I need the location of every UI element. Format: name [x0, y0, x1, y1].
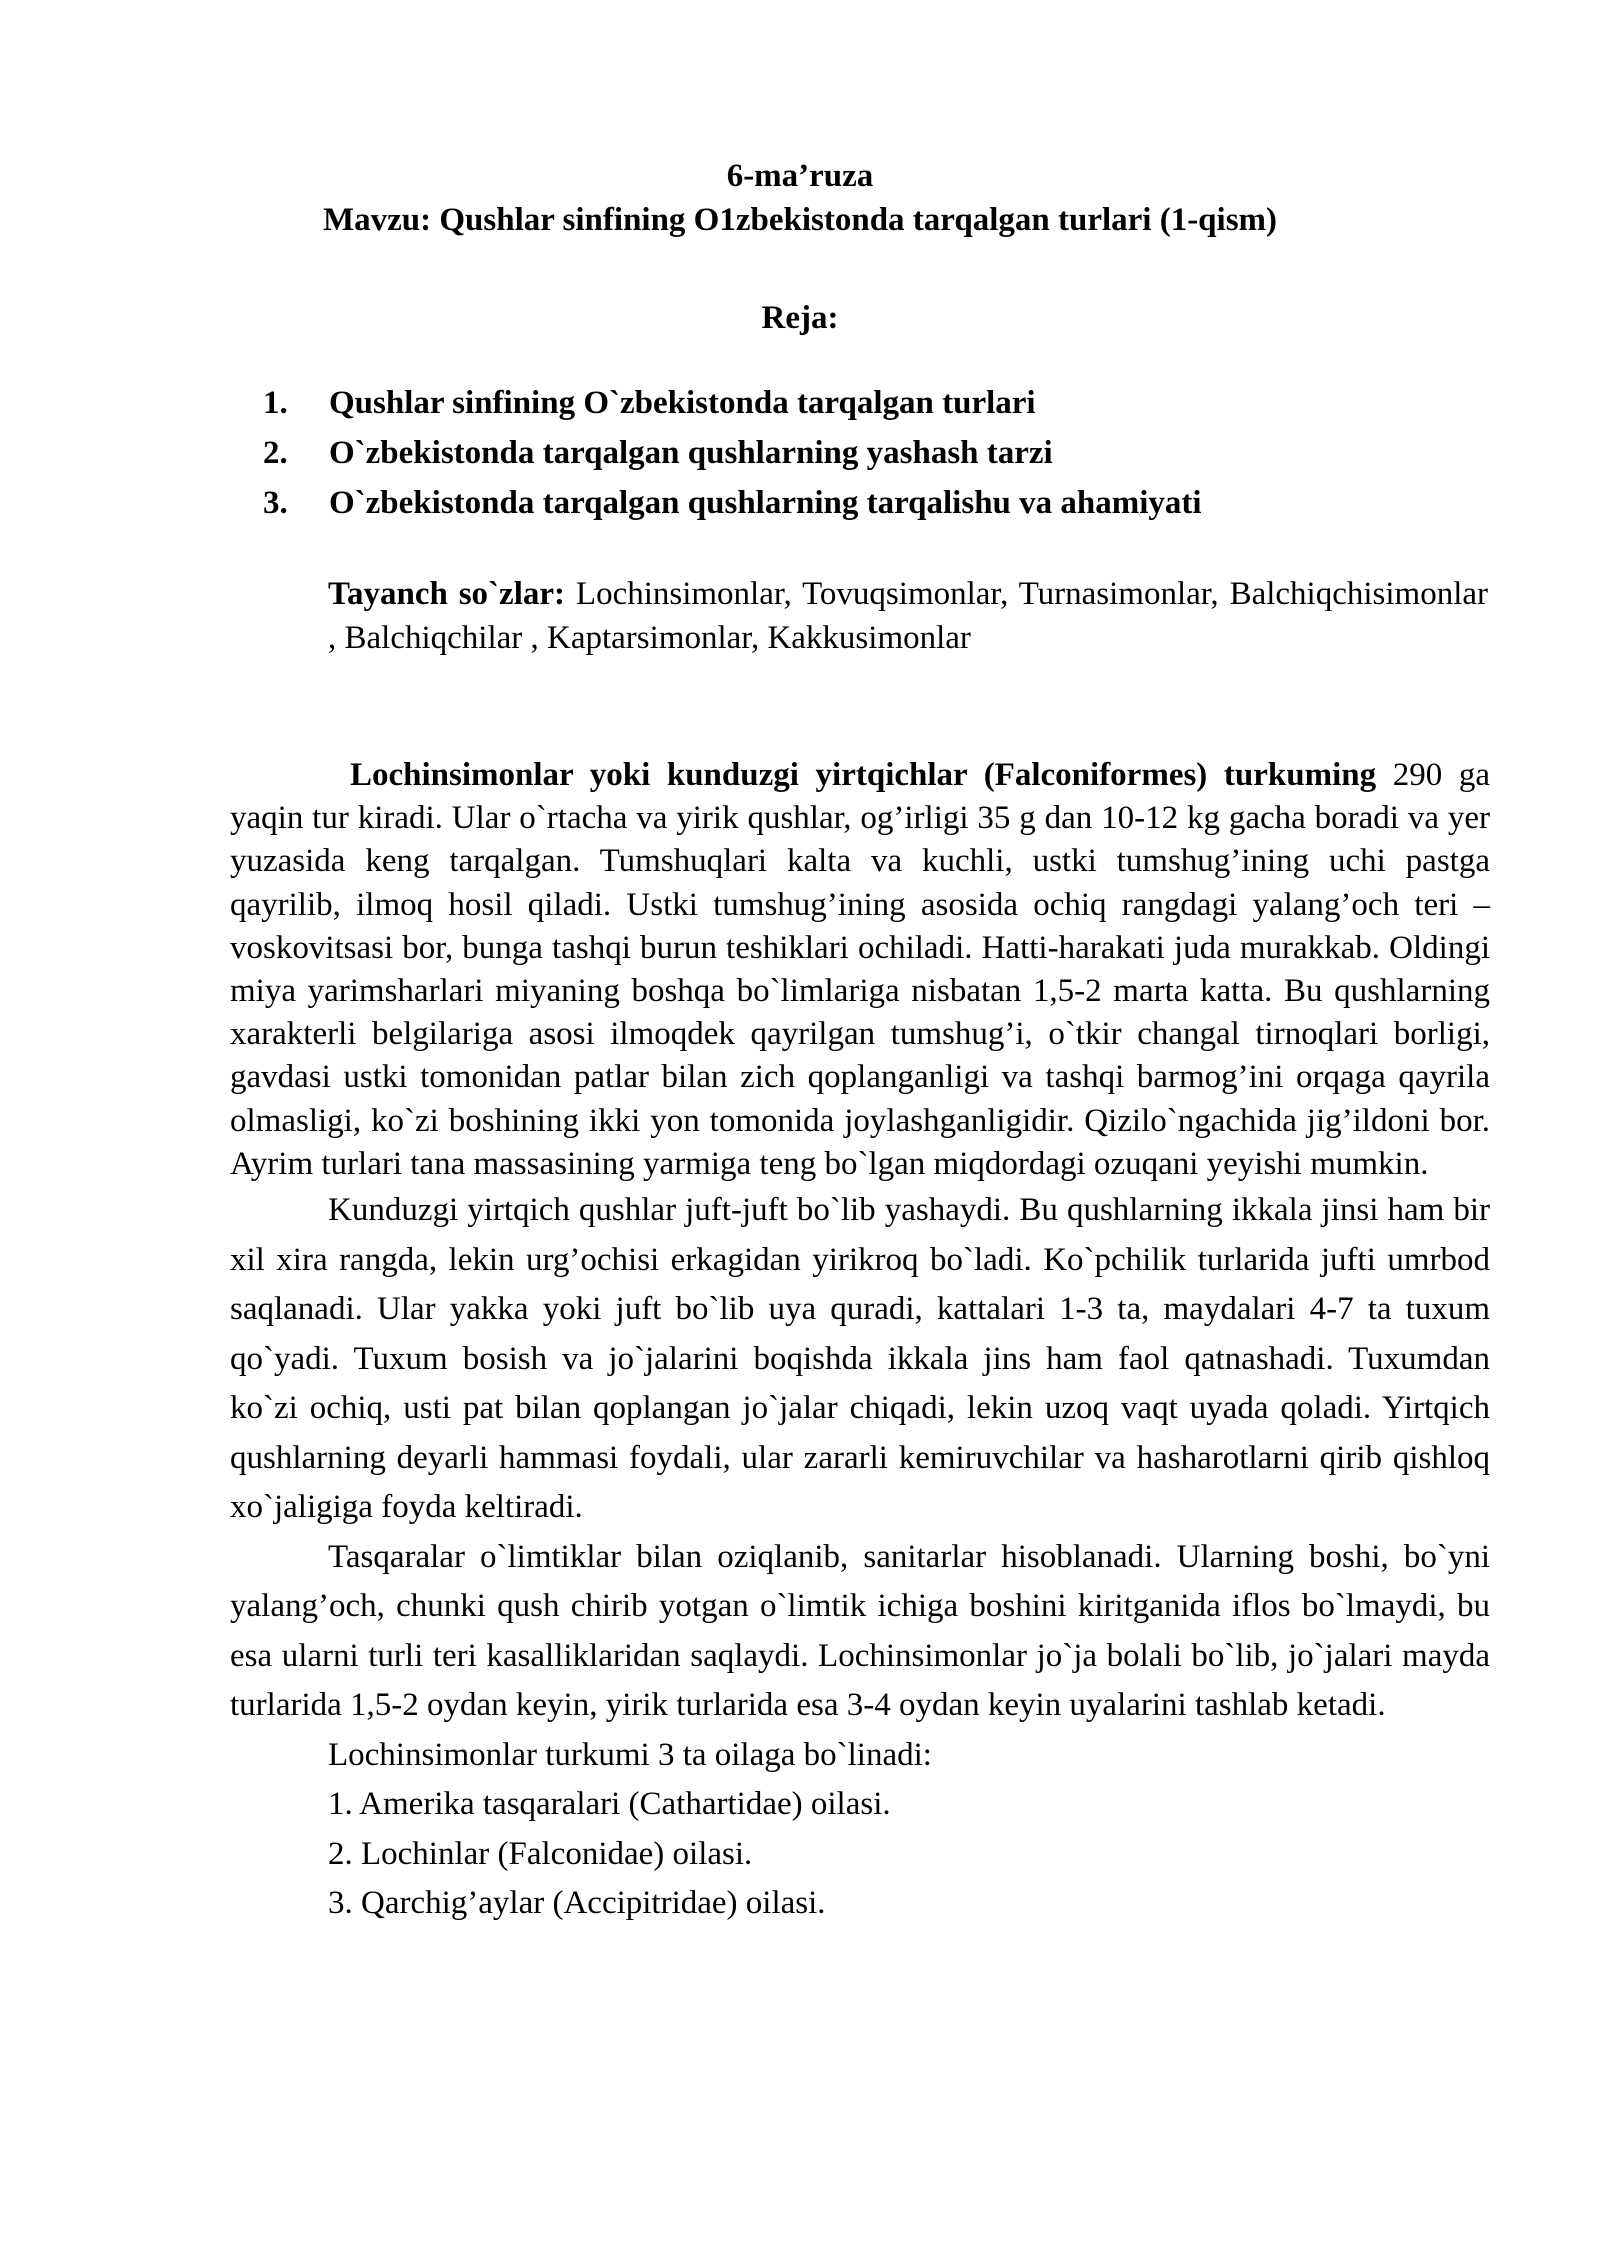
plan-list	[263, 378, 1202, 528]
plan-item-number: 2.	[263, 435, 288, 471]
paragraph-intro	[230, 754, 1490, 1186]
plan-item-text: O`zbekistonda tarqalgan qushlarning yashash tarzi	[329, 435, 1053, 471]
family-item: 3. Qarchig’aylar (Accipitridae) oilasi.	[328, 1885, 826, 1922]
paragraph-families-intro: Lochinsimonlar turkumi 3 ta oilaga bo`linadi:	[328, 1736, 932, 1773]
keywords-text: Lochinsimonlar, Tovuqsimonlar, Turnasimonlar, Balchiqchisimonlar , Balchiqchilar , Kaptarsimonlar, Kakkusimonlar	[328, 576, 1489, 656]
paragraph-vultures: Tasqaralar o`limtiklar bilan oziqlanib, sanitarlar hisoblanadi. Ularning boshi, bo`yni yalang’och, chunki qush chirib yotgan o`limtik ichiga boshini kiritganida iflos bo`lmaydi, bu esa ularni turli teri kasalliklaridan saqlaydi. Lochinsimonlar jo`ja bolali bo`lib, jo`jalari mayda turlarida 1,5-2 oydan keyin, yirik turlarida esa 3-4 oydan keyin uyalarini tashlab ketadi.	[230, 1538, 1490, 1724]
paragraph-behavior: Kunduzgi yirtqich qushlar juft-juft bo`lib yashaydi. Bu qushlarning ikkala jinsi ham bir xil xira rangda, lekin urg’ochisi erkagidan yirikroq bo`ladi. Ko`pchilik turlarida jufti umrbod saqlanadi. Ular yakka yoki juft bo`lib uya quradi, kattalari 1-3 ta, maydalari 4-7 ta tuxum qo`yadi. Tuxum bosish va jo`jalarini boqishda ikkala jins ham faol qatnashadi. Tuxumdan ko`zi ochiq, usti pat bilan qoplangan jo`jalar chiqadi, lekin uzoq vaqt uyada qoladi. Yirtqich qushlarning deyarli hammasi foydali, ular zararli kemiruvchilar va hasharotlarni qirib qishloq xo`jaligiga foyda keltiradi.	[230, 1192, 1490, 1526]
family-item: 2. Lochinlar (Falconidae) oilasi.	[328, 1835, 753, 1872]
family-item: 1. Amerika tasqaralari (Cathartidae) oilasi.	[328, 1786, 891, 1823]
keywords-label: Tayanch so`zlar:	[328, 576, 566, 612]
plan-item-number: 1.	[263, 385, 288, 421]
body-text	[230, 754, 1490, 1929]
plan-item	[263, 428, 1202, 478]
plan-item-text: O`zbekistonda tarqalgan qushlarning tarqalishu va ahamiyati	[329, 485, 1202, 521]
paragraph-intro-text: 290 ga yaqin tur kiradi. Ular o`rtacha va yirik qushlar, og’irligi 35 g dan 10-12 kg gacha boradi va yer yuzasida keng tarqalgan. Tumshuqlari kalta va kuchli, ustki tumshug’ining uchi pastga qayrilib, ilmoq hosil qiladi. Ustki tumshug’ining asosida ochiq rangdagi yalang’och teri – voskovitsasi bor, bunga tashqi burun teshiklari ochiladi. Hatti-harakati juda murakkab. Oldingi miya yarimsharlari miyaning boshqa bo`limlariga nisbatan 1,5-2 marta katta. Bu qushlarning xarakterli belgilariga asosi ilmoqdek qayrilgan tumshug’i, o`tkir changal tirnoqlari borligi, gavdasi ustki tomonidan patlar bilan zich qoplanganligi va tashqi barmog’ini orqaga qayrila olmasligi, ko`zi boshining ikki yon tomonida joylashganligidir. Qizilo`ngachida jig’ildoni bor. Ayrim turlari tana massasining yarmiga teng bo`lgan miqdordagi ozuqani yeyishi mumkin.	[230, 757, 1491, 1182]
plan-item-text: Qushlar sinfining O`zbekistonda tarqalgan turlari	[329, 385, 1036, 421]
plan-item-number: 3.	[263, 485, 288, 521]
plan-item	[263, 478, 1202, 528]
lecture-topic: Mavzu: Qushlar sinfining O1zbekistonda tarqalgan turlari (1-qism)	[322, 202, 1278, 238]
plan-title: Reja:	[761, 300, 839, 336]
paragraph-lead: Lochinsimonlar yoki kunduzgi yirtqichlar (Falconiformes) turkuming	[350, 757, 1377, 793]
keywords-block	[328, 572, 1488, 660]
plan-item	[263, 378, 1202, 428]
lecture-number: 6-ma’ruza	[726, 158, 874, 194]
